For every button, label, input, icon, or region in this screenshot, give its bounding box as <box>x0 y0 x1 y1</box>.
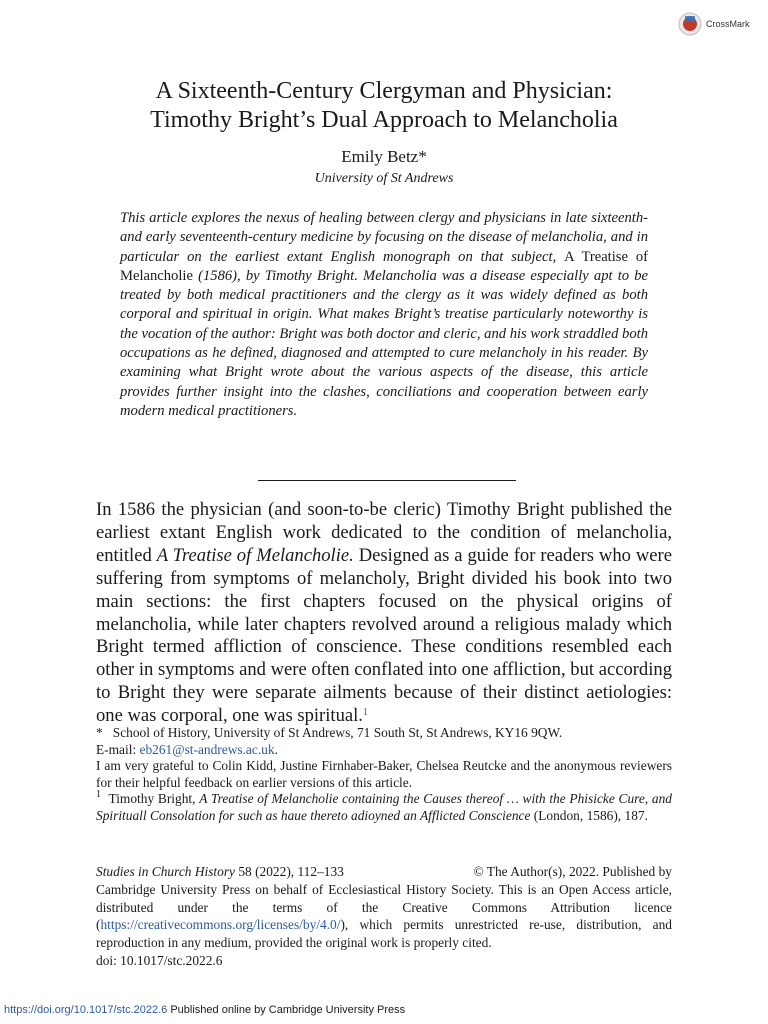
publisher-footer <box>0 1001 405 1019</box>
abstract-part-2: (1586), by Timothy Bright. Melancholia was a disease especially apt to be treated by both medical practitioners and the clergy as it was widely defined as both corporal and spiritual in origin. What makes Bright’s treatise particularly noteworthy is the vocation of the author: Bright was both doctor and cleric, and his work straddled both occupations as he defined, diagnosed and attempted to cure melancholy in his reader. By examining what Bright wrote about the various aspects of the disease, this article provides further insight into the clashes, conciliations and cooperation between early modern medical practitioners. <box>120 267 648 419</box>
license-text-2: ), which permits unrestricted re-use, distribution, and reproduction in any medium, provided the original work is properly cited. <box>96 917 672 951</box>
body-book-title: A Treatise of Melancholie. <box>156 544 354 566</box>
article-doi: doi: 10.1017/stc.2022.6 <box>96 952 223 968</box>
title-line-1: A Sixteenth-Century Clergyman and Physician: <box>155 78 613 104</box>
footnote-1-author: Timothy Bright, <box>108 791 200 807</box>
journal-name: Studies in Church History <box>96 864 235 879</box>
footnotes <box>96 725 672 825</box>
copyright-notice: © The Author(s), 2022. Published by <box>473 864 672 879</box>
acknowledgements: I am very grateful to Colin Kidd, Justine Firnhaber-Baker, Chelsea Reutcke and the anonymous reviewers for their helpful feedback on earlier versions of this article. <box>96 758 672 790</box>
footnote-star-mark: * <box>96 725 103 740</box>
footnote-1-end: (London, 1586), 187. <box>530 807 648 823</box>
body-part-1: In 1586 the physician (and soon-to-be cleric) Timothy Bright published the earliest extant English work dedicated to the condition of melancholia, entitled <box>96 499 672 566</box>
journal-volume: 58 (2022), 112–133 <box>235 864 344 879</box>
email-label: E-mail: <box>96 741 140 757</box>
footnote-author <box>96 725 672 758</box>
footnote-1-mark: 1 <box>96 789 101 801</box>
doi-link[interactable]: https://doi.org/10.1017/stc.2022.6 <box>4 1004 168 1016</box>
crossmark-label: CrossMark <box>706 19 750 29</box>
article-title <box>60 77 708 135</box>
abstract-book-title: A Treatise of Melancholie <box>120 248 648 284</box>
section-divider <box>258 480 516 481</box>
footnote-1-title: A Treatise of Melancholie containing the Causes thereof … with the Phisicke Cure, and Spirituall Consolation for such as haue thereto adioyned an Afflicted Conscience <box>96 791 672 823</box>
crossmark-badge[interactable] <box>678 12 750 36</box>
colophon <box>96 863 672 970</box>
published-online-text: Published online by Cambridge University Press <box>167 1004 406 1016</box>
author-affiliation: University of St Andrews <box>314 171 454 186</box>
author-name: Emily Betz* <box>341 147 427 166</box>
body-paragraph <box>96 499 672 728</box>
title-line-2: Timothy Bright’s Dual Approach to Melancholia <box>150 107 618 133</box>
abstract <box>120 209 648 421</box>
footnote-address: School of History, University of St Andrews, 71 South St, St Andrews, KY16 9QW. <box>112 725 563 740</box>
crossmark-icon <box>678 12 702 36</box>
body-part-2: Designed as a guide for readers who were suffering from symptoms of melancholy, Bright divided his book into two main sections: the first chapters focused on the physical origins of melancholia, while later chapters revolved around a religious malady which Bright termed affliction of conscience. These conditions resembled each other in symptoms and were often conflated into one affliction, but according to Bright they were separate ailments because of their distinct aetiologies: one was corporal, one was spiritual. <box>96 544 673 727</box>
license-text-1: Cambridge University Press on behalf of Ecclesiastical History Society. This is an Open Access article, distributed under the terms of the Creative Commons Attribution licence ( <box>96 881 672 933</box>
license-link[interactable]: https://creativecommons.org/licenses/by/4.0/ <box>100 917 341 933</box>
abstract-part-1: This article explores the nexus of healing between clergy and physicians in late sixteenth- and early seventeenth-century medicine by focusing on the disease of melancholia, and in particular on the earliest extant English monograph on that subject, <box>120 210 648 265</box>
email-link[interactable]: eb261@st-andrews.ac.uk <box>139 741 275 757</box>
colophon-text <box>96 863 672 952</box>
email-end: . <box>274 741 278 757</box>
footnote-1 <box>96 791 672 824</box>
footnote-ref-1[interactable]: 1 <box>362 707 368 719</box>
